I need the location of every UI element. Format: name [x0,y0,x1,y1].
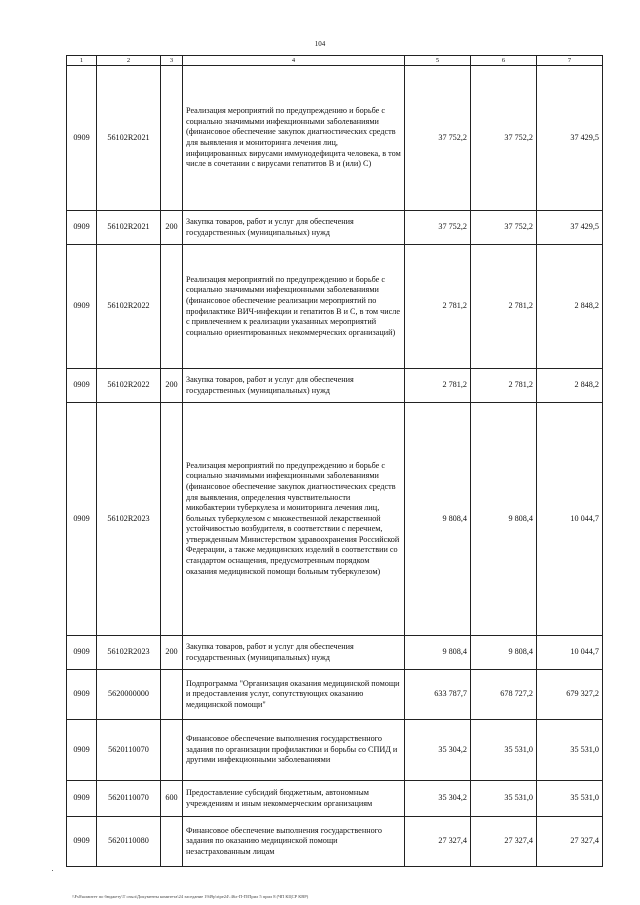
amount-year-1: 9 808,4 [405,636,471,670]
column-header: 2 [97,56,161,66]
article-code: 5620110070 [97,781,161,817]
expense-kind-code: 200 [161,636,183,670]
table-row [67,817,603,867]
amount-year-1: 37 752,2 [405,211,471,245]
column-header: 1 [67,56,97,66]
table-header-row [67,56,603,66]
amount-year-3: 35 531,0 [537,781,603,817]
expense-kind-code [161,245,183,369]
amount-year-2: 678 727,2 [471,670,537,720]
article-code: 56102R2022 [97,245,161,369]
column-header: 4 [183,56,405,66]
amount-year-3: 10 044,7 [537,403,603,636]
column-header: 5 [405,56,471,66]
scan-dot [52,870,53,871]
column-header: 6 [471,56,537,66]
article-code: 5620110070 [97,720,161,781]
article-code: 56102R2023 [97,403,161,636]
table-row [67,670,603,720]
amount-year-3: 10 044,7 [537,636,603,670]
item-name: Закупка товаров, работ и услуг для обеспечения государственных (муниципальных) нужд [183,636,405,670]
table-row [67,66,603,211]
item-name: Подпрограмма "Организация оказания медицинской помощи и предоставления услуг, сопутствующих оказанию медицинской помощи" [183,670,405,720]
section-code: 0909 [67,781,97,817]
article-code: 5620000000 [97,670,161,720]
item-name: Финансовое обеспечение выполнения государственного задания по оказанию медицинской помощи незастрахованным лицам [183,817,405,867]
expense-kind-code [161,403,183,636]
item-name: Финансовое обеспечение выполнения государственного задания по организации профилактики и борьбы со СПИД и другими инфекционными заболеваниями [183,720,405,781]
page-number: 104 [314,40,326,48]
amount-year-2: 35 531,0 [471,781,537,817]
amount-year-3: 2 848,2 [537,245,603,369]
section-code: 0909 [67,66,97,211]
amount-year-2: 9 808,4 [471,636,537,670]
table-row [67,636,603,670]
section-code: 0909 [67,636,97,670]
amount-year-3: 37 429,5 [537,66,603,211]
section-code: 0909 [67,403,97,636]
section-code: 0909 [67,211,97,245]
section-code: 0909 [67,817,97,867]
amount-year-2: 27 327,4 [471,817,537,867]
item-name: Закупка товаров, работ и услуг для обеспечения государственных (муниципальных) нужд [183,211,405,245]
amount-year-1: 35 304,2 [405,781,471,817]
amount-year-1: 27 327,4 [405,817,471,867]
amount-year-3: 35 531,0 [537,720,603,781]
amount-year-2: 37 752,2 [471,211,537,245]
expense-kind-code: 200 [161,369,183,403]
expense-kind-code: 200 [161,211,183,245]
expense-kind-code [161,66,183,211]
column-header: 7 [537,56,603,66]
amount-year-3: 37 429,5 [537,211,603,245]
amount-year-3: 27 327,4 [537,817,603,867]
amount-year-2: 2 781,2 [471,369,537,403]
item-name: Реализация мероприятий по предупреждению и борьбе с социально значимыми инфекционными заболеваниями (финансовое обеспечение закупок диагностических средств для выявления, определения чувствительности микобактерии туберкулеза и мониторинга лечения лиц, больных туберкулезом с множественной лекарственной устойчивостью возбудителя, в соответствии с перечнем, утвержденным Министерством здравоохранения Российской Федерации, а также медицинских изделий в соответствии со стандартом оснащения, предусмотренным порядком оказания медицинской помощи больным туберкулезом) [183,403,405,636]
amount-year-3: 679 327,2 [537,670,603,720]
amount-year-1: 2 781,2 [405,369,471,403]
article-code: 56102R2022 [97,369,161,403]
expense-kind-code [161,670,183,720]
amount-year-3: 2 848,2 [537,369,603,403]
amount-year-1: 633 787,7 [405,670,471,720]
item-name: Закупка товаров, работ и услуг для обеспечения государственных (муниципальных) нужд [183,369,405,403]
article-code: 56102R2021 [97,66,161,211]
table-row [67,369,603,403]
section-code: 0909 [67,670,97,720]
section-code: 0909 [67,369,97,403]
article-code: 5620110080 [97,817,161,867]
column-header: 3 [161,56,183,66]
footer-file-path: \\Fs0\комитет по бюджету\Т озыл\Документы комитета\24 заседание 1949p\ripe24\ 46л-П-П\Прил 5 прил 8 (ЧП КЦСР КВР) [72,894,309,899]
table-row [67,211,603,245]
table-row [67,781,603,817]
article-code: 56102R2023 [97,636,161,670]
budget-table [66,55,603,867]
section-code: 0909 [67,720,97,781]
section-code: 0909 [67,245,97,369]
table-row [67,403,603,636]
expense-kind-code: 600 [161,781,183,817]
item-name: Реализация мероприятий по предупреждению и борьбе с социально значимыми инфекционными заболеваниями (финансовое обеспечение реализации мероприятий по профилактике ВИЧ-инфекции и гепатитов B и C, в том числе с привлечением к реализации указанных мероприятий социально ориентированных некоммерческих организаций) [183,245,405,369]
item-name: Предоставление субсидий бюджетным, автономным учреждениям и иным некоммерческим организациям [183,781,405,817]
item-name: Реализация мероприятий по предупреждению и борьбе с социально значимыми инфекционными заболеваниями (финансовое обеспечение закупок диагностических средств для выявления и мониторинга лечения лиц, инфицированных вирусами иммунодефицита человека, в том числе в сочетании с вирусами гепатитов B и (или) C) [183,66,405,211]
table-row [67,245,603,369]
expense-kind-code [161,817,183,867]
amount-year-2: 37 752,2 [471,66,537,211]
table-row [67,720,603,781]
expense-kind-code [161,720,183,781]
amount-year-1: 37 752,2 [405,66,471,211]
amount-year-1: 9 808,4 [405,403,471,636]
article-code: 56102R2021 [97,211,161,245]
amount-year-2: 9 808,4 [471,403,537,636]
amount-year-1: 35 304,2 [405,720,471,781]
amount-year-1: 2 781,2 [405,245,471,369]
amount-year-2: 2 781,2 [471,245,537,369]
amount-year-2: 35 531,0 [471,720,537,781]
